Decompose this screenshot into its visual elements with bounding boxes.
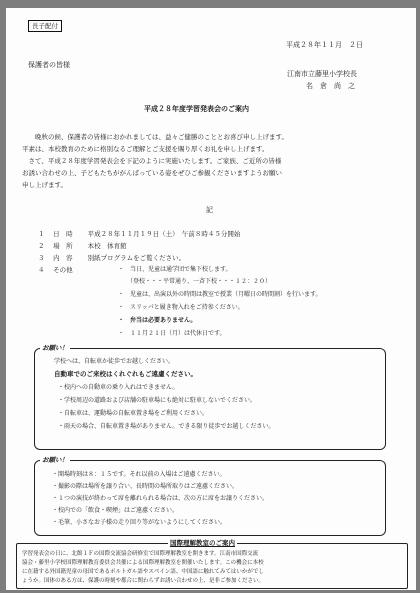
other-note-bento: ・ 弁当は必要ありません。 (118, 317, 197, 324)
greeting-line: 申し上げます。 (22, 181, 67, 189)
parking-notice-heading: お願い！ (42, 344, 68, 352)
greeting-line: さて、平成２８年度学習発表会を下記のように実施いたします。ご家族、ご近所の皆様 (22, 157, 282, 165)
detail-label: 内 容 (53, 254, 73, 262)
notice-line: ・校内での「飲食・喫煙」はご遠慮ください。 (52, 507, 179, 514)
detail-item (38, 242, 127, 250)
other-note: ・ １１月２１日（月）は代休日です。 (118, 330, 226, 337)
detail-number: ２ (38, 242, 45, 250)
sender-name: 名 倉 尚 之 (306, 82, 355, 90)
notice-line: ・撮影の際は場所を譲り合い、長時間の場所取りはご遠慮ください。 (52, 483, 239, 490)
notice-line: ・開場時刻は８：１５です。それ以前の入場はご遠慮ください。 (52, 471, 226, 478)
ki-heading: 記 (206, 206, 213, 214)
class-line: 学習発表会の日に、北館１Ｆの国際交流協会研修室で国際理解教室を開きます。江南市国際交流 (22, 551, 259, 557)
document-page (6, 8, 416, 590)
distribution-badge: 長子配付 (28, 20, 62, 32)
detail-label: その他 (53, 266, 73, 274)
detail-item (38, 266, 73, 274)
document-title: 平成２８年度学習発表会のご案内 (144, 105, 249, 113)
detail-number: ３ (38, 254, 45, 262)
detail-label: 日 時 (53, 230, 73, 238)
detail-number: １ (38, 230, 45, 238)
sender-school: 江南市立藤里小学校長 (287, 70, 357, 78)
detail-label: 場 所 (53, 242, 73, 250)
notice-line: ・自転車は、運動場の自転車置き場をご利用ください。 (58, 410, 209, 417)
viewing-notice-heading: お願い！ (42, 456, 68, 464)
class-line: ょうか。国体のある方は、保護の時刻や都合に関わらずお誘い合わせの上、是非ご参加ください。 (22, 578, 265, 584)
detail-item (38, 254, 185, 262)
other-note: ・ 当日、児童は通学団で集下校します。 (118, 266, 232, 273)
other-note: ・ 児童は、出演以外の時間は教室で授業（月曜日の時間割）を行います。 (118, 291, 322, 298)
other-note: （登校・・・平常通り、一斉下校・・・１２：２０） (118, 278, 272, 285)
notice-line-emphasis: 自動車でのご来校はくれぐれもご遠慮ください。 (54, 370, 197, 378)
detail-item (38, 230, 240, 238)
detail-value: 本校 体育館 (87, 242, 127, 250)
class-line: に在籍する外国籍児童の母国であるポルトガル語やスペイン語、中国語に触れてみてはいかがでし (22, 569, 264, 575)
detail-value: 別紙プログラムをご覧ください。 (87, 254, 186, 262)
notice-line: ・雨天の場合、自転車置き場がありません。できる限り徒歩でお越しください。 (58, 423, 275, 430)
notice-line: 学校へは、自転車か徒歩でお越しください。 (54, 358, 175, 365)
greeting-line: 晩秋の候、保護者の皆様におかれましては、益々ご健勝のこととお喜び申し上げます。 (22, 133, 288, 141)
document-date: 平成２８年１１月 ２日 (286, 41, 363, 49)
greeting-line: 平素は、本校教育のために格別なるご理解とご支援を賜り厚くお礼を申し上げます。 (22, 145, 269, 153)
international-class-heading: 国際理解教室のご案内 (170, 539, 235, 547)
class-line: 協会・藤里小学校国際理解教育委員会共催による国際理解教室を開催いたします。この機会に本校 (22, 560, 264, 566)
detail-value: 平成２８年１１月１９日（土） 午前８時４５分開始 (87, 230, 241, 238)
notice-line: ・校内への自動車の乗り入れはできません。 (58, 384, 179, 391)
recipient: 保護者の皆様 (28, 61, 70, 69)
notice-line: ・１つの演技が終わって席を離れられる場合は、次の方に席をお譲りください。 (52, 495, 268, 502)
notice-line: ・学校周辺の道路および店舗の駐車場にも絶対に駐車しないでください。 (58, 397, 257, 404)
greeting-line: お誘い合わせの上、子どもたちががんばっている姿をぜひご参観くださいますようお願い (22, 169, 282, 177)
other-note: ・ スリッパと履き物入れをご持参ください。 (118, 304, 244, 311)
detail-number: ４ (38, 266, 45, 274)
notice-line: ・毛筆、小さなお子様の走り回り等がないようにしてください。 (52, 519, 227, 526)
